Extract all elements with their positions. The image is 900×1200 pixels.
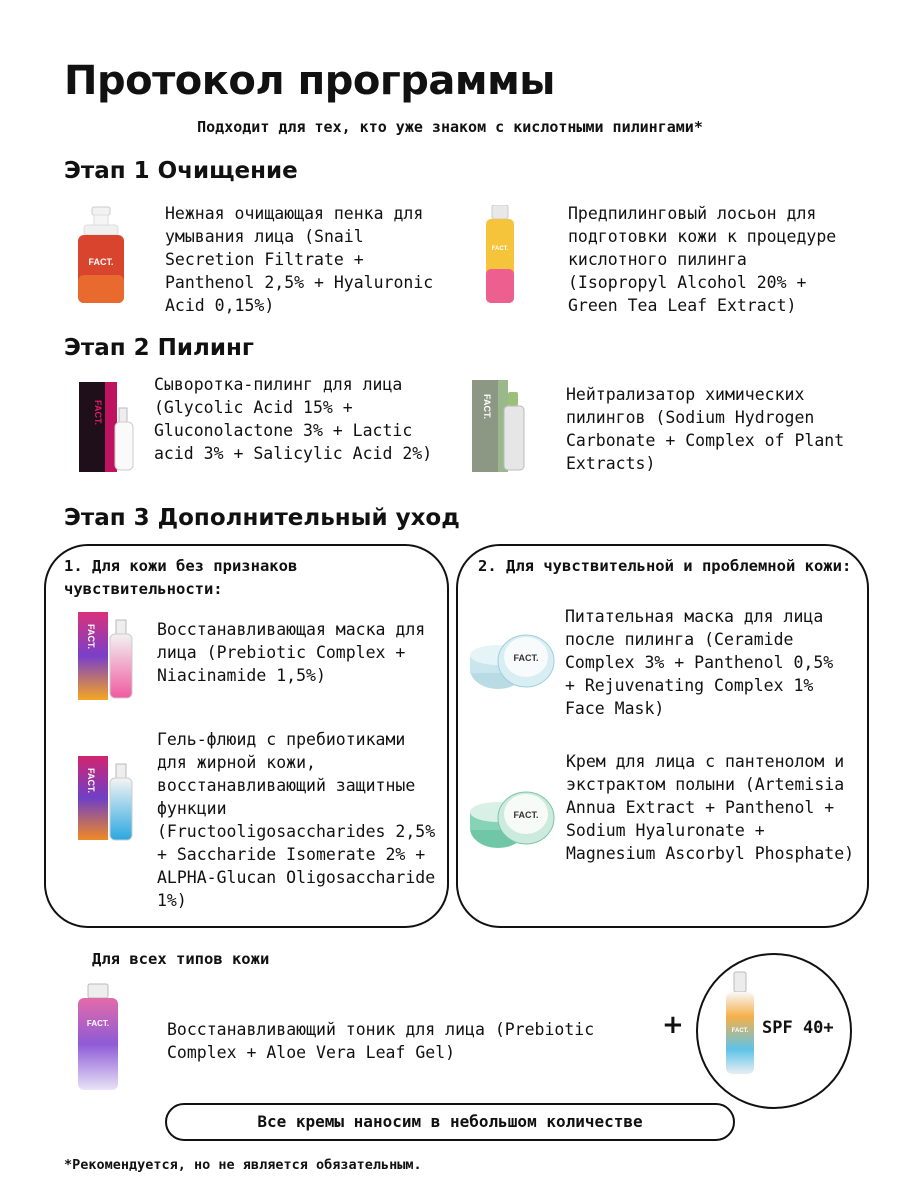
blue-jar-brand: FACT. [513,653,539,663]
lotion-brand: FACT. [491,246,509,252]
note-pill: Все кремы наносим в небольшом количестве [165,1103,735,1141]
box-sensitive-skin [456,544,869,928]
neutralizer-brand: FACT. [482,394,492,420]
stage2-heading: Этап 2 Пилинг [64,335,254,361]
box1-product1-desc: Восстанавливающая маска для лица (Prebiotic Complex + Niacinamide 1,5%) [157,620,426,685]
spf-brand: FACT. [731,1028,749,1034]
foam-brand: FACT. [88,257,114,267]
mask-box-bottle-icon [76,610,136,702]
box2-product1-desc: Питательная маска для лица после пилинга (Ceramide Complex 3% + Panthenol 0,5% + Rejuvenating Complex 1% Face Mask) [565,607,834,718]
blue-jar-icon [468,625,558,695]
stage1-product1-desc: Нежная очищающая пенка для умывания лица (Snail Secretion Filtrate + Panthenol 2,5% + Hyaluronic Acid 0,15%) [165,204,434,315]
neutralizer-box-bottle-icon [470,378,532,474]
lotion-bottle-icon [482,205,518,305]
serum-brand: FACT. [93,400,103,426]
toner-brand: FACT. [86,1019,110,1028]
page-title: Протокол программы [64,58,555,104]
spf-bottle-icon [722,968,758,1078]
foam-pump-bottle-icon [70,205,132,305]
toner-bottle-icon [72,982,124,1092]
stage1-heading: Этап 1 Очищение [64,158,298,184]
green-jar-icon [468,782,558,854]
green-jar-brand: FACT. [513,810,539,820]
gel-fluid-box-bottle-icon [76,752,136,844]
box2-heading: 2. Для чувствительной и проблемной кожи: [478,557,852,575]
mask-brand: FACT. [86,624,96,650]
spf-label: SPF 40+ [762,1018,834,1038]
page-subtitle: Подходит для тех, кто уже знаком с кислотными пилингами* [197,118,703,136]
all-types-heading: Для всех типов кожи [92,950,270,968]
gel-brand: FACT. [86,768,96,794]
footnote: *Рекомендуется, но не является обязательным. [64,1157,422,1173]
box2-product2-desc: Крем для лица с пантенолом и экстрактом полыни (Artemisia Annua Extract + Panthenol + Sodium Hyaluronate + Magnesium Ascorbyl Phosphate) [566,752,855,863]
stage2-product2-desc: Нейтрализатор химических пилингов (Sodium Hydrogen Carbonate + Complex of Plant Extracts) [566,385,845,473]
stage1-product2-desc: Предпилинговый лосьон для подготовки кожи к процедуре кислотного пилинга (Isopropyl Alcohol 20% + Green Tea Leaf Extract) [568,204,837,315]
stage3-heading: Этап 3 Дополнительный уход [64,505,460,531]
toner-desc: Восстанавливающий тоник для лица (Prebiotic Complex + Aloe Vera Leaf Gel) [167,1020,595,1062]
plus-sign: + [662,1010,684,1040]
stage2-product1-desc: Сыворотка-пилинг для лица (Glycolic Acid 15% + Gluconolactone 3% + Lactic acid 3% + Salicylic Acid 2%) [154,375,433,463]
box1-heading: 1. Для кожи без признаков чувствительности: [64,557,298,598]
box1-product2-desc: Гель-флюид с пребиотиками для жирной кожи, восстанавливающий защитные функции (Fructooligosaccharides 2,5% + Saccharide Isomerate 2% + ALPHA-Glucan Oligosaccharide 1%) [157,730,436,910]
serum-box-bottle-icon [75,380,140,475]
